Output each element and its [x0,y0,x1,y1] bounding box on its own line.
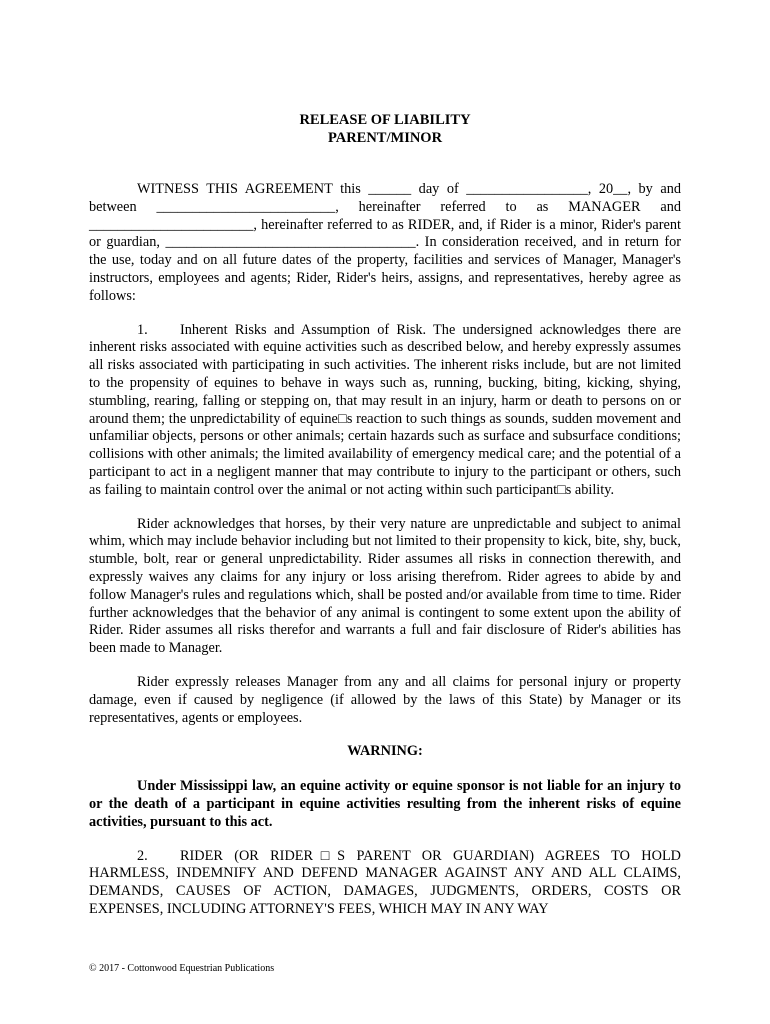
section-2-paragraph [89,848,681,919]
document-title [0,111,770,147]
rider-releases-paragraph: Rider expressly releases Manager from any and all claims for personal injury or property damage, even if caused by negligence (if allowed by the laws of this State) by Manager or its representatives, agents or employees. [89,673,681,726]
title-line-2: PARENT/MINOR [327,130,443,146]
warning-heading: WARNING: [347,743,423,760]
section-2-text: RIDER (OR RIDER□S PARENT OR GUARDIAN) AGREES TO HOLD HARMLESS, INDEMNIFY AND DEFEND MANAGER AGAINST ANY AND ALL CLAIMS, DEMANDS, CAUSES OF ACTION, DAMAGES, JUDGMENTS, ORDERS, COSTS OR EXPENSES, INCLUDING ATTORNEY'S FEES, WHICH MAY IN ANY WAY [89,847,681,917]
rider-acknowledges-paragraph: Rider acknowledges that horses, by their very nature are unpredictable and subject to animal whim, which may include behavior including but not limited to their propensity to kick, bite, shy, buck, stumble, bolt, rear or general unpredictability. Rider assumes all risks in connection therewith, and expressly waives any claims for any injury or loss arising therefrom. Rider agrees to abide by and follow Manager's rules and regulations which, shall be posted and/or available from time to time. Rider further acknowledges that the behavior of any animal is contingent to some extent upon the ability of Rider. Rider assumes all risks therefor and warrants a full and fair disclosure of Rider's abilities has been made to Manager. [89,515,681,657]
warning-paragraph: Under Mississippi law, an equine activity or equine sponsor is not liable for an injury to or the death of a participant in equine activities resulting from the inherent risks of equine activities, pursuant to this act. [89,778,681,830]
document-body [89,181,681,919]
section-2-number: 2. [137,847,148,864]
section-1-number: 1. [137,321,148,338]
copyright-footer: © 2017 - Cottonwood Equestrian Publications [89,963,275,974]
title-line-1: RELEASE OF LIABILITY [299,112,471,128]
section-1-paragraph [89,322,681,500]
section-1-text: Inherent Risks and Assumption of Risk. The undersigned acknowledges there are inherent risks associated with equine activities such as described below, and hereby expressly assumes all risks associated with participating in such activities. The inherent risks include, but are not limited to the propensity of equines to behave in ways such as, running, bucking, biting, kicking, shying, stumbling, rearing, falling or stepping on, that may result in an injury, harm or death to persons on or around them; the unpredictability of equine□s reaction to such things as sounds, sudden movement and unfamiliar objects, persons or other animals; certain hazards such as surface and subsurface conditions; collisions with other animals; the limited availability of emergency medical care; and the potential of a participant to act in a negligent manner that may contribute to injury to the participant or others, such as failing to maintain control over the animal or not acting within such participant□s ability. [89,321,681,498]
intro-paragraph: WITNESS THIS AGREEMENT this ______ day of _________________, 20__, by and between _________________________, hereinafter referred to as MANAGER and _______________________, hereinafter referred to as RIDER, and, if Rider is a minor, Rider's parent or guardian, ___________________________________. In consideration received, and in return for the use, today and on all future dates of the property, facilities and services of Manager, Manager's instructors, employees and agents; Rider, Rider's heirs, assigns, and representatives, hereby agree as follows: [89,181,681,304]
